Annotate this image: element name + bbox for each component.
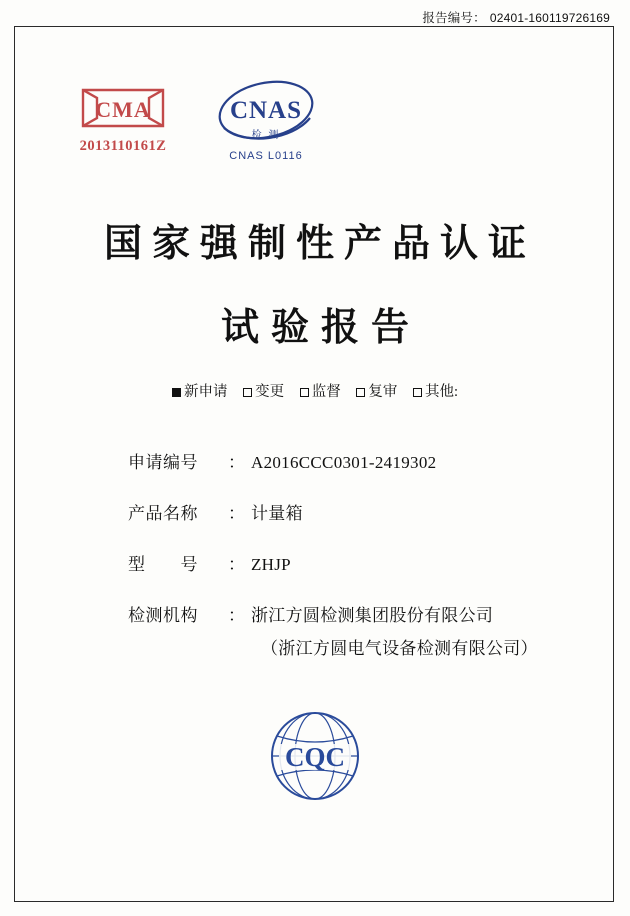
checkbox-box-icon[interactable] bbox=[243, 388, 252, 397]
cma-code: 2013110161Z bbox=[79, 138, 167, 154]
field-label: 申请编号 bbox=[128, 453, 198, 472]
cnas-logo-icon bbox=[206, 78, 326, 152]
field-value: ZHJP bbox=[251, 555, 291, 574]
report-number bbox=[422, 8, 612, 27]
report-number-label: 报告编号： bbox=[422, 11, 486, 25]
field-label: 型 号 bbox=[128, 555, 198, 574]
report-type-checkbox-group bbox=[0, 380, 630, 401]
field-colon: ： bbox=[228, 504, 245, 523]
checkbox-label: 新申请 bbox=[183, 384, 228, 400]
checkbox-box-icon[interactable] bbox=[356, 388, 365, 397]
field-product-name bbox=[128, 499, 548, 524]
field-value: A2016CCC0301-2419302 bbox=[251, 453, 437, 472]
field-colon: ： bbox=[228, 555, 245, 574]
checkbox-box-icon[interactable] bbox=[300, 388, 309, 397]
cma-mark bbox=[58, 86, 188, 155]
document-title: 国家强制性产品认证 bbox=[103, 223, 536, 265]
svg-text:CQC: CQC bbox=[285, 742, 345, 772]
checkbox-change[interactable] bbox=[243, 380, 284, 401]
checkbox-label: 变更 bbox=[255, 384, 285, 400]
checkbox-review[interactable] bbox=[356, 380, 397, 401]
field-model bbox=[128, 550, 548, 575]
field-application-number bbox=[128, 448, 548, 473]
field-label: 产品名称 bbox=[128, 504, 198, 523]
field-label: 检测机构 bbox=[128, 606, 198, 625]
cnas-mark bbox=[196, 78, 336, 162]
field-list bbox=[128, 448, 548, 685]
svg-text:检 测: 检 测 bbox=[251, 130, 281, 141]
field-value-group bbox=[251, 601, 548, 659]
document-subtitle: 试验报告 bbox=[220, 307, 421, 349]
field-colon: ： bbox=[228, 453, 245, 472]
field-colon: ： bbox=[228, 606, 245, 625]
checkbox-supervision[interactable] bbox=[300, 380, 341, 401]
field-value-line2: （浙江方圆电气设备检测有限公司） bbox=[261, 639, 538, 658]
field-value: 计量箱 bbox=[251, 504, 303, 523]
cqc-logo-icon bbox=[265, 706, 365, 806]
svg-text:CMA: CMA bbox=[95, 97, 151, 122]
checkbox-box-icon[interactable] bbox=[172, 388, 181, 397]
checkbox-box-icon[interactable] bbox=[413, 388, 422, 397]
field-value-line1: 浙江方圆检测集团股份有限公司 bbox=[251, 606, 494, 625]
checkbox-label: 复审 bbox=[368, 384, 398, 400]
checkbox-new-application[interactable] bbox=[172, 380, 228, 401]
svg-text:CNAS: CNAS bbox=[229, 97, 303, 124]
checkbox-label: 其他: bbox=[424, 384, 459, 400]
field-test-organization bbox=[128, 601, 548, 659]
report-number-value: 02401-160119726169 bbox=[489, 11, 610, 25]
cnas-code: CNAS L0116 bbox=[229, 150, 303, 162]
checkbox-label: 监督 bbox=[311, 384, 341, 400]
cma-logo-icon bbox=[77, 86, 169, 130]
checkbox-other[interactable] bbox=[413, 380, 458, 401]
